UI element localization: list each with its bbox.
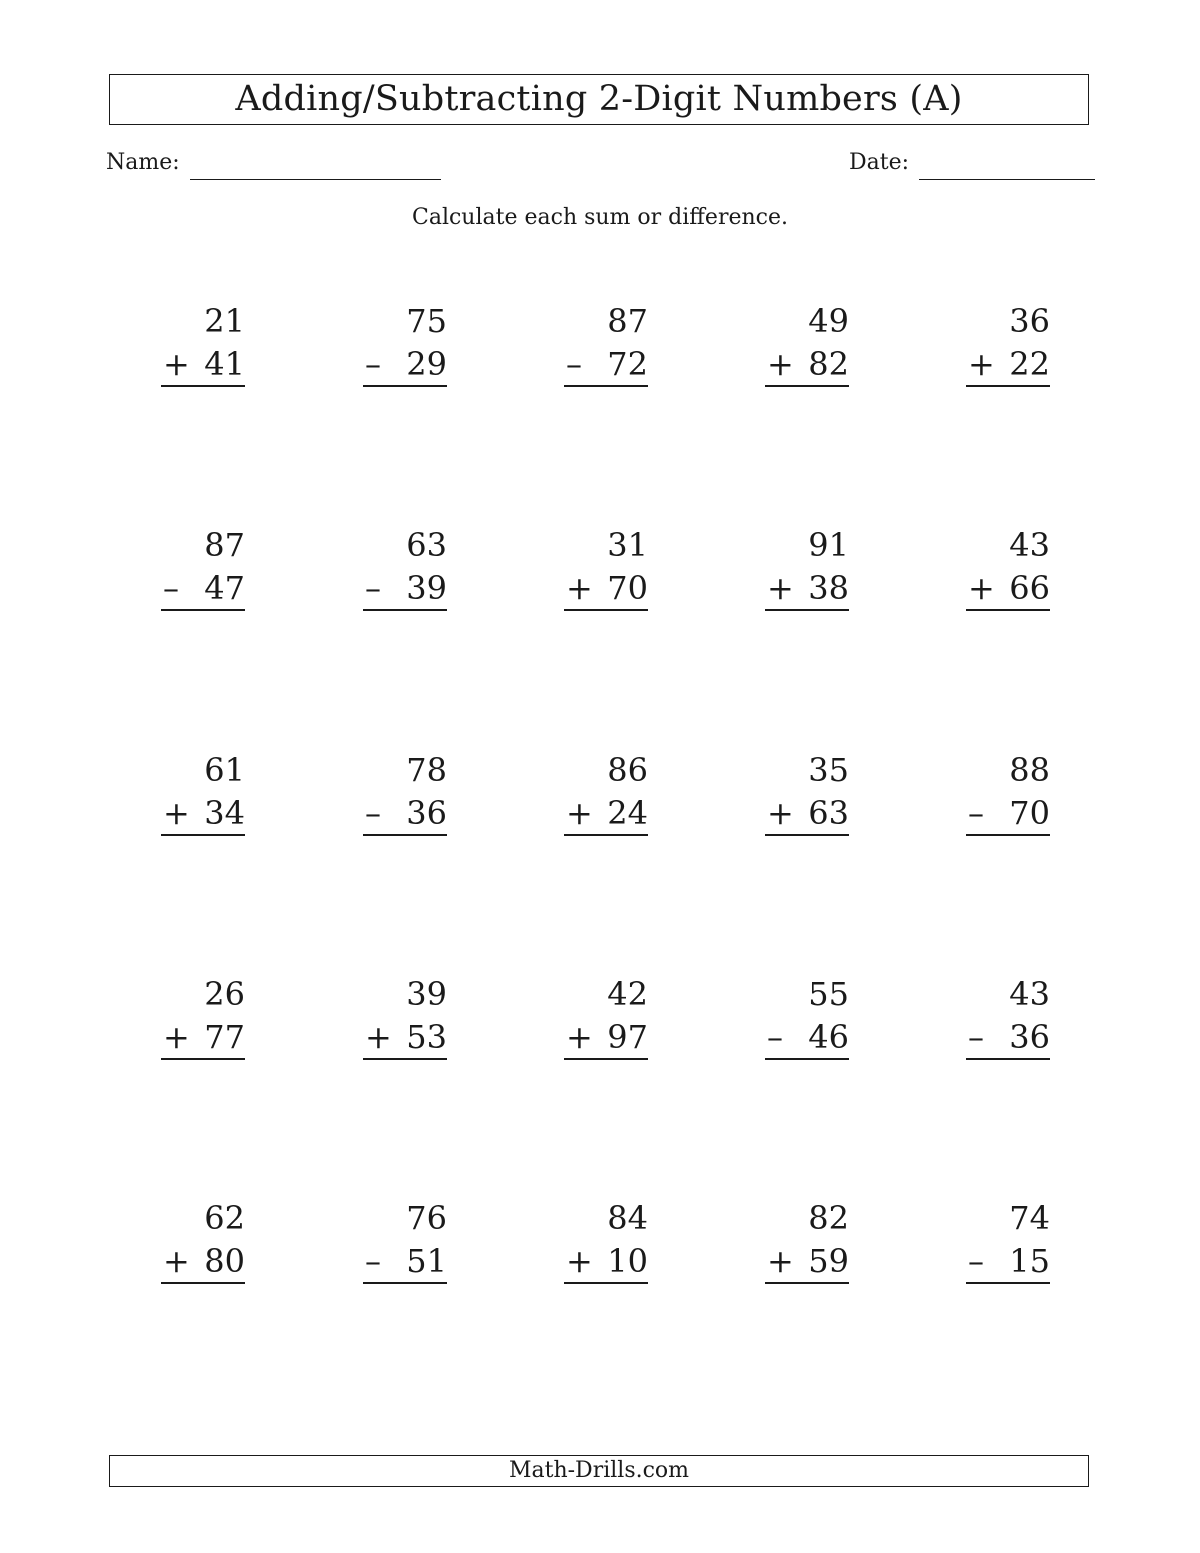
problem-4-2 xyxy=(327,975,447,1068)
problem-2-3 xyxy=(528,526,648,619)
bottom-number: 39 xyxy=(406,569,447,607)
answer-line[interactable] xyxy=(161,1282,245,1284)
top-number: 84 xyxy=(607,1199,648,1237)
top-number: 36 xyxy=(1009,302,1050,340)
answer-line[interactable] xyxy=(765,1282,849,1284)
problem-1-5 xyxy=(930,302,1050,395)
problem-3-2 xyxy=(327,751,447,844)
answer-line[interactable] xyxy=(363,834,447,836)
minus-sign: – xyxy=(365,345,381,383)
bottom-number: 70 xyxy=(607,569,648,607)
problem-5-1 xyxy=(125,1199,245,1292)
problem-4-1 xyxy=(125,975,245,1068)
bottom-number: 46 xyxy=(808,1018,849,1056)
answer-line[interactable] xyxy=(765,834,849,836)
minus-sign: – xyxy=(767,1018,783,1056)
problem-4-3 xyxy=(528,975,648,1068)
answer-line[interactable] xyxy=(161,385,245,387)
answer-line[interactable] xyxy=(966,609,1050,611)
answer-line[interactable] xyxy=(363,609,447,611)
plus-sign: + xyxy=(566,569,593,607)
problem-4-5 xyxy=(930,975,1050,1068)
bottom-number: 51 xyxy=(406,1242,447,1280)
answer-line[interactable] xyxy=(363,1282,447,1284)
plus-sign: + xyxy=(163,1018,190,1056)
top-number: 62 xyxy=(204,1199,245,1237)
plus-sign: + xyxy=(163,1242,190,1280)
worksheet-title: Adding/Subtracting 2-Digit Numbers (A) xyxy=(235,79,963,119)
bottom-number: 82 xyxy=(808,345,849,383)
footer-box xyxy=(109,1455,1089,1487)
bottom-number: 10 xyxy=(607,1242,648,1280)
bottom-number: 72 xyxy=(607,345,648,383)
bottom-number: 36 xyxy=(406,794,447,832)
plus-sign: + xyxy=(566,794,593,832)
problem-3-3 xyxy=(528,751,648,844)
name-label: Name: xyxy=(106,150,180,175)
top-number: 43 xyxy=(1009,526,1050,564)
problem-1-4 xyxy=(729,302,849,395)
top-number: 91 xyxy=(808,526,849,564)
bottom-number: 66 xyxy=(1009,569,1050,607)
plus-sign: + xyxy=(163,794,190,832)
answer-line[interactable] xyxy=(161,609,245,611)
answer-line[interactable] xyxy=(966,385,1050,387)
bottom-number: 24 xyxy=(607,794,648,832)
answer-line[interactable] xyxy=(363,1058,447,1060)
bottom-number: 97 xyxy=(607,1018,648,1056)
top-number: 88 xyxy=(1009,751,1050,789)
bottom-number: 34 xyxy=(204,794,245,832)
top-number: 43 xyxy=(1009,975,1050,1013)
top-number: 39 xyxy=(406,975,447,1013)
plus-sign: + xyxy=(767,1242,794,1280)
problem-3-1 xyxy=(125,751,245,844)
answer-line[interactable] xyxy=(161,1058,245,1060)
bottom-number: 38 xyxy=(808,569,849,607)
top-number: 21 xyxy=(204,302,245,340)
top-number: 42 xyxy=(607,975,648,1013)
footer-credit: Math-Drills.com xyxy=(508,1458,690,1483)
top-number: 49 xyxy=(808,302,849,340)
instructions: Calculate each sum or difference. xyxy=(412,205,788,230)
plus-sign: + xyxy=(767,345,794,383)
top-number: 74 xyxy=(1009,1199,1050,1237)
bottom-number: 15 xyxy=(1009,1242,1050,1280)
answer-line[interactable] xyxy=(161,834,245,836)
problem-1-3 xyxy=(528,302,648,395)
top-number: 35 xyxy=(808,751,849,789)
problem-3-4 xyxy=(729,751,849,844)
answer-line[interactable] xyxy=(765,609,849,611)
plus-sign: + xyxy=(365,1018,392,1056)
minus-sign: – xyxy=(365,794,381,832)
answer-line[interactable] xyxy=(363,385,447,387)
minus-sign: – xyxy=(365,569,381,607)
problem-4-4 xyxy=(729,975,849,1068)
problem-5-3 xyxy=(528,1199,648,1292)
bottom-number: 29 xyxy=(406,345,447,383)
top-number: 75 xyxy=(406,302,447,340)
top-number: 87 xyxy=(607,302,648,340)
problem-2-2 xyxy=(327,526,447,619)
bottom-number: 36 xyxy=(1009,1018,1050,1056)
bottom-number: 53 xyxy=(406,1018,447,1056)
problem-2-5 xyxy=(930,526,1050,619)
plus-sign: + xyxy=(968,345,995,383)
bottom-number: 22 xyxy=(1009,345,1050,383)
problem-3-5 xyxy=(930,751,1050,844)
problem-5-2 xyxy=(327,1199,447,1292)
answer-line[interactable] xyxy=(564,834,648,836)
plus-sign: + xyxy=(767,794,794,832)
minus-sign: – xyxy=(163,569,179,607)
plus-sign: + xyxy=(163,345,190,383)
top-number: 76 xyxy=(406,1199,447,1237)
date-label: Date: xyxy=(849,150,910,175)
problem-1-1 xyxy=(125,302,245,395)
top-number: 61 xyxy=(204,751,245,789)
plus-sign: + xyxy=(767,569,794,607)
minus-sign: – xyxy=(566,345,582,383)
top-number: 82 xyxy=(808,1199,849,1237)
problem-5-5 xyxy=(930,1199,1050,1292)
answer-line[interactable] xyxy=(966,834,1050,836)
answer-line[interactable] xyxy=(966,1058,1050,1060)
top-number: 87 xyxy=(204,526,245,564)
minus-sign: – xyxy=(365,1242,381,1280)
top-number: 63 xyxy=(406,526,447,564)
answer-line[interactable] xyxy=(564,385,648,387)
answer-line[interactable] xyxy=(564,609,648,611)
answer-line[interactable] xyxy=(564,1282,648,1284)
problem-2-1 xyxy=(125,526,245,619)
problem-5-4 xyxy=(729,1199,849,1292)
plus-sign: + xyxy=(566,1018,593,1056)
bottom-number: 59 xyxy=(808,1242,849,1280)
bottom-number: 77 xyxy=(204,1018,245,1056)
top-number: 55 xyxy=(808,975,849,1013)
top-number: 26 xyxy=(204,975,245,1013)
bottom-number: 47 xyxy=(204,569,245,607)
answer-line[interactable] xyxy=(765,1058,849,1060)
bottom-number: 63 xyxy=(808,794,849,832)
problem-2-4 xyxy=(729,526,849,619)
bottom-number: 80 xyxy=(204,1242,245,1280)
problem-1-2 xyxy=(327,302,447,395)
top-number: 31 xyxy=(607,526,648,564)
answer-line[interactable] xyxy=(966,1282,1050,1284)
top-number: 86 xyxy=(607,751,648,789)
bottom-number: 70 xyxy=(1009,794,1050,832)
minus-sign: – xyxy=(968,1242,984,1280)
minus-sign: – xyxy=(968,794,984,832)
top-number: 78 xyxy=(406,751,447,789)
minus-sign: – xyxy=(968,1018,984,1056)
plus-sign: + xyxy=(566,1242,593,1280)
answer-line[interactable] xyxy=(765,385,849,387)
answer-line[interactable] xyxy=(564,1058,648,1060)
plus-sign: + xyxy=(968,569,995,607)
bottom-number: 41 xyxy=(204,345,245,383)
